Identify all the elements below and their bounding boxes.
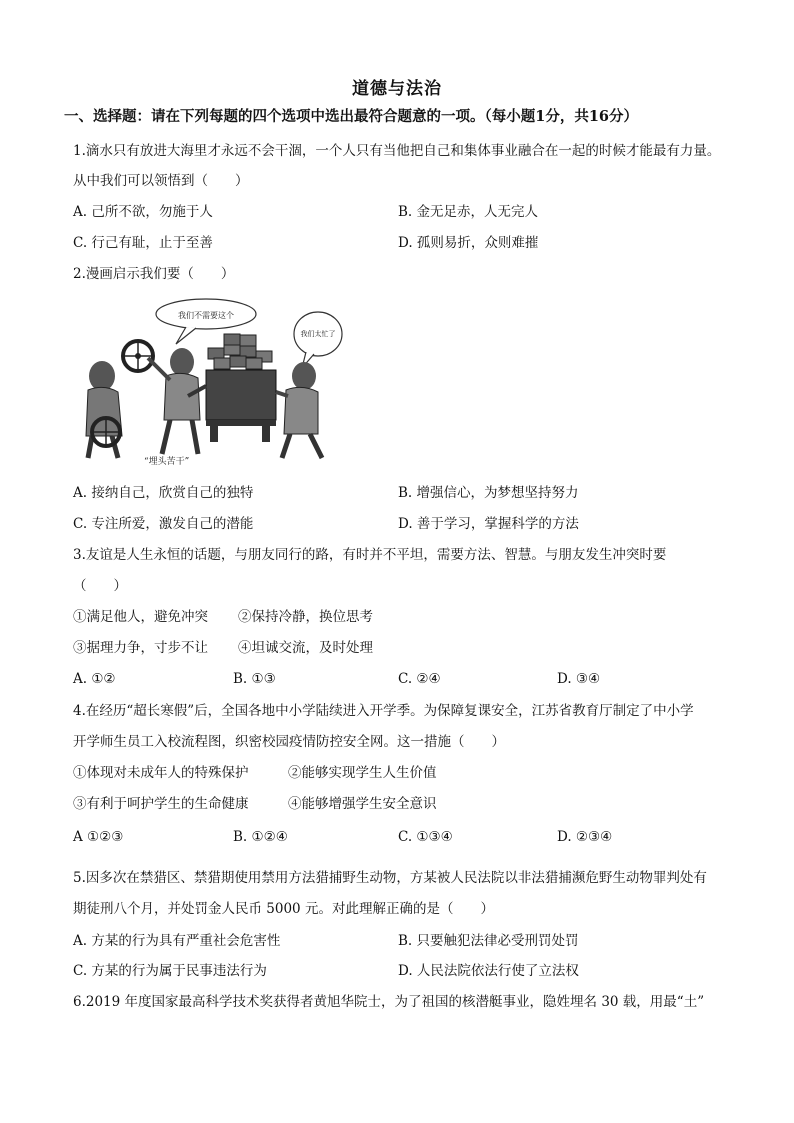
q5-option-a: A. 方某的行为具有严重社会危害性	[73, 933, 281, 949]
q3-item-4: ④坦诚交流，及时处理	[238, 640, 373, 656]
q1-option-a: A. 己所不欲，勿施于人	[73, 204, 213, 220]
cartoon-caption: “埋头苦干”	[144, 457, 190, 467]
q4-option-a: A ①②③	[73, 829, 124, 845]
q3-option-b: B. ①③	[233, 671, 276, 687]
q5-option-c: C. 方某的行为属于民事违法行为	[73, 963, 267, 979]
q3-item-1: ①满足他人，避免冲突	[73, 609, 208, 625]
q5-stem-line1: 5.因多次在禁猎区、禁猎期使用禁用方法猎捕野生动物，方某被人民法院以非法猎捕濒危野生动物罪判处有	[73, 870, 707, 886]
q3-option-d: D. ③④	[557, 671, 601, 687]
q2-option-b: B. 增强信心，为梦想坚持努力	[398, 485, 579, 501]
q2-stem: 2.漫画启示我们要（ ）	[73, 266, 235, 282]
q3-option-c: C. ②④	[398, 671, 441, 687]
speech-bubble-right-text: 我们太忙了	[300, 330, 336, 338]
cartoon-illustration	[78, 296, 344, 468]
q4-item-4: ④能够增强学生安全意识	[288, 796, 437, 812]
q6-stem-line1: 6.2019 年度国家最高科学技术奖获得者黄旭华院士，为了祖国的核潜艇事业，隐姓埋名 30 载，用最“土”	[73, 994, 705, 1010]
q2-option-a: A. 接纳自己，欣赏自己的独特	[73, 485, 254, 501]
q1-option-b: B. 金无足赤，人无完人	[398, 204, 539, 220]
q3-stem-line1: 3.友谊是人生永恒的话题，与朋友同行的路，有时并不平坦，需要方法、智慧。与朋友发生冲突时要	[73, 547, 667, 563]
q1-option-d: D. 孤则易折，众则难摧	[398, 235, 539, 251]
q2-option-c: C. 专注所爱，激发自己的潜能	[73, 516, 254, 532]
q1-stem-line1: 1.滴水只有放进大海里才永远不会干涸，一个人只有当他把自己和集体事业融合在一起的时候才能最有力量。	[73, 143, 721, 159]
q1-option-c: C. 行己有耻，止于至善	[73, 235, 213, 251]
page-title: 道德与法治	[352, 79, 442, 99]
q3-item-2: ②保持冷静，换位思考	[238, 609, 373, 625]
q4-option-b: B. ①②④	[233, 829, 288, 845]
q4-item-3: ③有利于呵护学生的生命健康	[73, 796, 249, 812]
q1-stem-line2: 从中我们可以领悟到（ ）	[73, 173, 249, 189]
q4-item-2: ②能够实现学生人生价值	[288, 765, 437, 781]
q3-stem-line2: （ ）	[73, 578, 127, 594]
speech-bubble-left-text: 我们不需要这个	[178, 311, 234, 320]
q4-stem-line2: 开学师生员工入校流程图，织密校园疫情防控安全网。这一措施（ ）	[73, 734, 505, 750]
q3-item-3: ③据理力争，寸步不让	[73, 640, 208, 656]
q5-stem-line2: 期徒刑八个月，并处罚金人民币 5000 元。对此理解正确的是（ ）	[73, 901, 494, 917]
section-heading: 一、选择题：请在下列每题的四个选项中选出最符合题意的一项。（每小题1分，共16分）	[64, 108, 639, 125]
q4-option-c: C. ①③④	[398, 829, 453, 845]
q4-item-1: ①体现对未成年人的特殊保护	[73, 765, 249, 781]
q4-option-d: D. ②③④	[557, 829, 613, 845]
q3-option-a: A. ①②	[73, 671, 116, 687]
q5-option-b: B. 只要触犯法律必受刑罚处罚	[398, 933, 579, 949]
q5-option-d: D. 人民法院依法行使了立法权	[398, 963, 579, 979]
q4-stem-line1: 4.在经历“超长寒假”后，全国各地中小学陆续进入开学季。为保障复课安全，江苏省教育厅制定了中小学	[73, 703, 694, 719]
q2-option-d: D. 善于学习，掌握科学的方法	[398, 516, 579, 532]
